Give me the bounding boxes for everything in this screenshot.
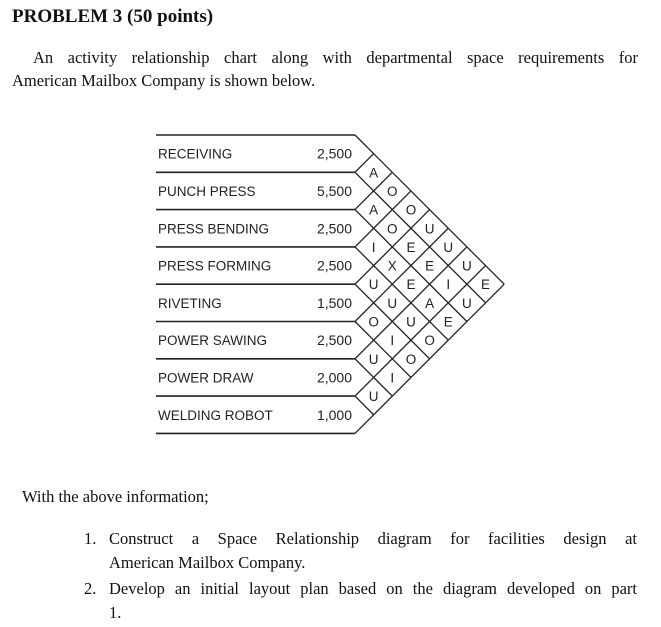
relationship-code: U <box>368 351 379 367</box>
relationship-code: E <box>406 277 416 293</box>
department-name: PRESS FORMING <box>158 258 272 274</box>
task-number: 2. <box>84 579 97 598</box>
relationship-code: A <box>369 202 379 218</box>
task-text-line-1: Develop an initial layout plan based on the diagram developed on part <box>109 579 637 598</box>
department-name: WELDING ROBOT <box>158 407 273 423</box>
department-space: 2,500 <box>316 145 352 162</box>
task-list <box>84 527 637 627</box>
relationship-code: A <box>369 165 379 181</box>
matrix-grid-line <box>355 228 451 321</box>
department-name: PUNCH PRESS <box>158 183 256 199</box>
relationship-code: I <box>371 239 376 255</box>
relationship-code: U <box>462 258 472 274</box>
task-item-1 <box>84 527 637 575</box>
department-name: RECEIVING <box>158 146 233 162</box>
relationship-code: O <box>405 202 417 218</box>
department-space: 5,500 <box>316 182 352 199</box>
relationship-code: I <box>390 370 395 386</box>
relationship-code: U <box>387 295 398 311</box>
relationship-code: E <box>425 258 435 274</box>
department-space: 1,500 <box>316 294 352 311</box>
task-text-line-2: American Mailbox Company. <box>109 553 306 572</box>
relationship-code: A <box>425 295 435 311</box>
relationship-code: O <box>405 351 417 367</box>
task-item-2 <box>84 577 637 625</box>
department-name: POWER DRAW <box>158 370 254 386</box>
relationship-code: E <box>406 239 416 255</box>
department-space: 2,500 <box>316 257 352 274</box>
relationship-code: I <box>446 277 451 293</box>
relationship-code: U <box>368 389 379 405</box>
intro-line-1: An activity relationship chart along with departmental space requirements for <box>33 48 638 67</box>
department-name: RIVETING <box>158 295 222 311</box>
relationship-code: U <box>406 314 416 330</box>
relationship-code: O <box>424 333 435 349</box>
relationship-code: O <box>368 314 379 330</box>
intro-line-2: American Mailbox Company is shown below. <box>12 71 316 90</box>
department-space: 2,500 <box>316 332 352 349</box>
relationship-code: X <box>387 258 397 274</box>
relationship-code: E <box>443 314 453 330</box>
department-name: PRESS BENDING <box>158 221 270 237</box>
relationship-code: U <box>424 221 435 237</box>
task-text-line-1: Construct a Space Relationship diagram for facilities design at <box>109 529 637 548</box>
relationship-code: U <box>443 239 454 255</box>
department-space: 2,500 <box>316 220 352 237</box>
relationship-code: O <box>387 221 398 237</box>
relationship-code: U <box>462 295 472 311</box>
with-text: With the above information; <box>22 487 209 506</box>
department-space: 1,000 <box>316 406 352 423</box>
relationship-code: E <box>481 277 491 293</box>
task-text-line-2: 1. <box>109 603 122 622</box>
department-name: POWER SAWING <box>158 333 268 349</box>
problem-title: PROBLEM 3 (50 points) <box>12 6 214 27</box>
relationship-code: U <box>368 277 379 293</box>
relationship-code: O <box>387 183 398 199</box>
task-number: 1. <box>84 529 97 548</box>
relationship-code: I <box>390 333 395 349</box>
department-space: 2,000 <box>316 369 352 386</box>
matrix-grid-line <box>355 191 411 247</box>
matrix-grid-line <box>355 322 411 378</box>
